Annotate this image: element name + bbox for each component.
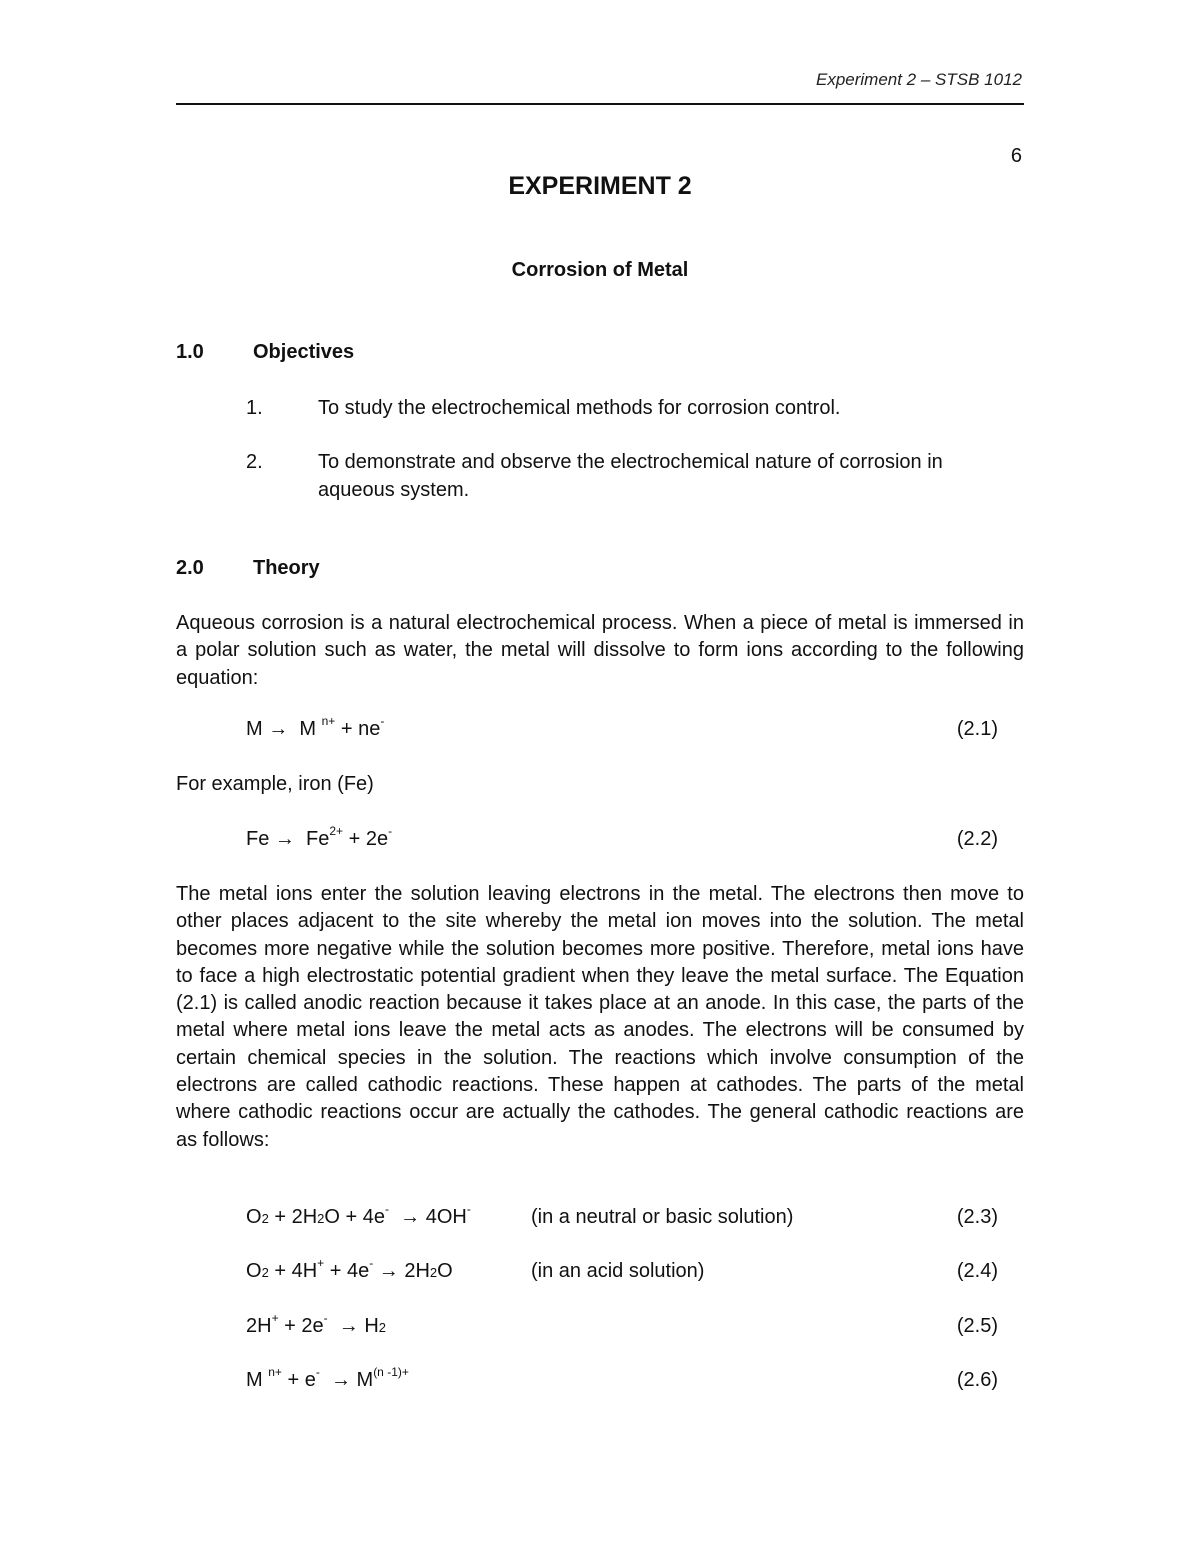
objective-number: 2. [246,451,263,473]
equation-expression: M → M $^{n+}$ + ne- [246,714,385,740]
example-label: For example, iron (Fe) [176,773,374,795]
equation-condition: (in a neutral or basic solution) [531,1206,794,1228]
theory-paragraph-2: The metal ions enter the solution leaving electrons in the metal. The electrons then move to other places adjacent to the site whereby the metal ion moves into the solution. The metal becomes more negative while the solution becomes more positive. Therefore, metal ions have to face a high electrostatic potential gradient when they leave the metal surface. The Equation (2.1) is called anodic reaction because it takes place at an anode. In this case, the parts of the metal where metal ions leave the metal acts as anodes. The electrons will be consumed by certain chemical species in the solution. The reactions which involve consumption of the electrons are called cathodic reactions. These happen at cathodes. The parts of the metal where cathodic reactions occur are actually the cathodes. The general cathodic reactions are as follows: [176,883,1024,1151]
equation-expression: O2 + 2H2O + 4e- → 4OH- [246,1202,471,1228]
equation-expression: M $^{n+} + e^- \to M^{(n -1)+}$ [246,1365,409,1391]
objective-number: 1. [246,397,263,419]
section-title: Objectives [253,341,355,363]
section-title: Theory [253,557,320,579]
equation-number: (2.6) [956,1369,998,1391]
equation-2-5 [246,1311,998,1345]
section-number: 1.0 [176,341,204,363]
equation-2-3 [246,1202,998,1236]
equation-number: (2.5) [956,1315,998,1337]
equation-expression: O2 + 4H+ + 4e- → 2H2O [246,1256,453,1282]
equation-2-2 [246,824,998,858]
equation-2-1 [246,714,998,748]
document-subtitle: Corrosion of Metal [511,259,689,281]
equation-expression: 2H+ + 2e- → H2 [246,1311,386,1337]
equation-number: (2.1) [956,718,998,740]
header-rule [176,103,1024,105]
theory-paragraph-1: Aqueous corrosion is a natural electrochemical process. When a piece of metal is immersed in a polar solution such as water, the metal will dissolve to form ions according to the following equation: [176,612,1024,689]
equation-number: (2.4) [956,1260,998,1282]
section-heading-theory [176,557,320,580]
equation-2-6 [246,1365,998,1399]
equation-condition: (in an acid solution) [531,1260,705,1282]
objective-text: To study the electrochemical methods for corrosion control. [318,397,841,419]
equation-number: (2.3) [956,1206,998,1228]
page-number: 6 [1010,145,1022,167]
equation-number: (2.2) [956,828,998,850]
equation-expression: $Fe \to Fe^{2+} + 2e^-$ [246,824,393,850]
section-number: 2.0 [176,557,204,579]
running-header: Experiment 2 – STSB 1012 [815,70,1022,89]
objective-text: To demonstrate and observe the electrochemical nature of corrosion in aqueous system. [318,451,943,501]
document-title: EXPERIMENT 2 [508,172,692,200]
equation-2-4 [246,1256,998,1290]
section-heading-objectives [176,341,354,364]
